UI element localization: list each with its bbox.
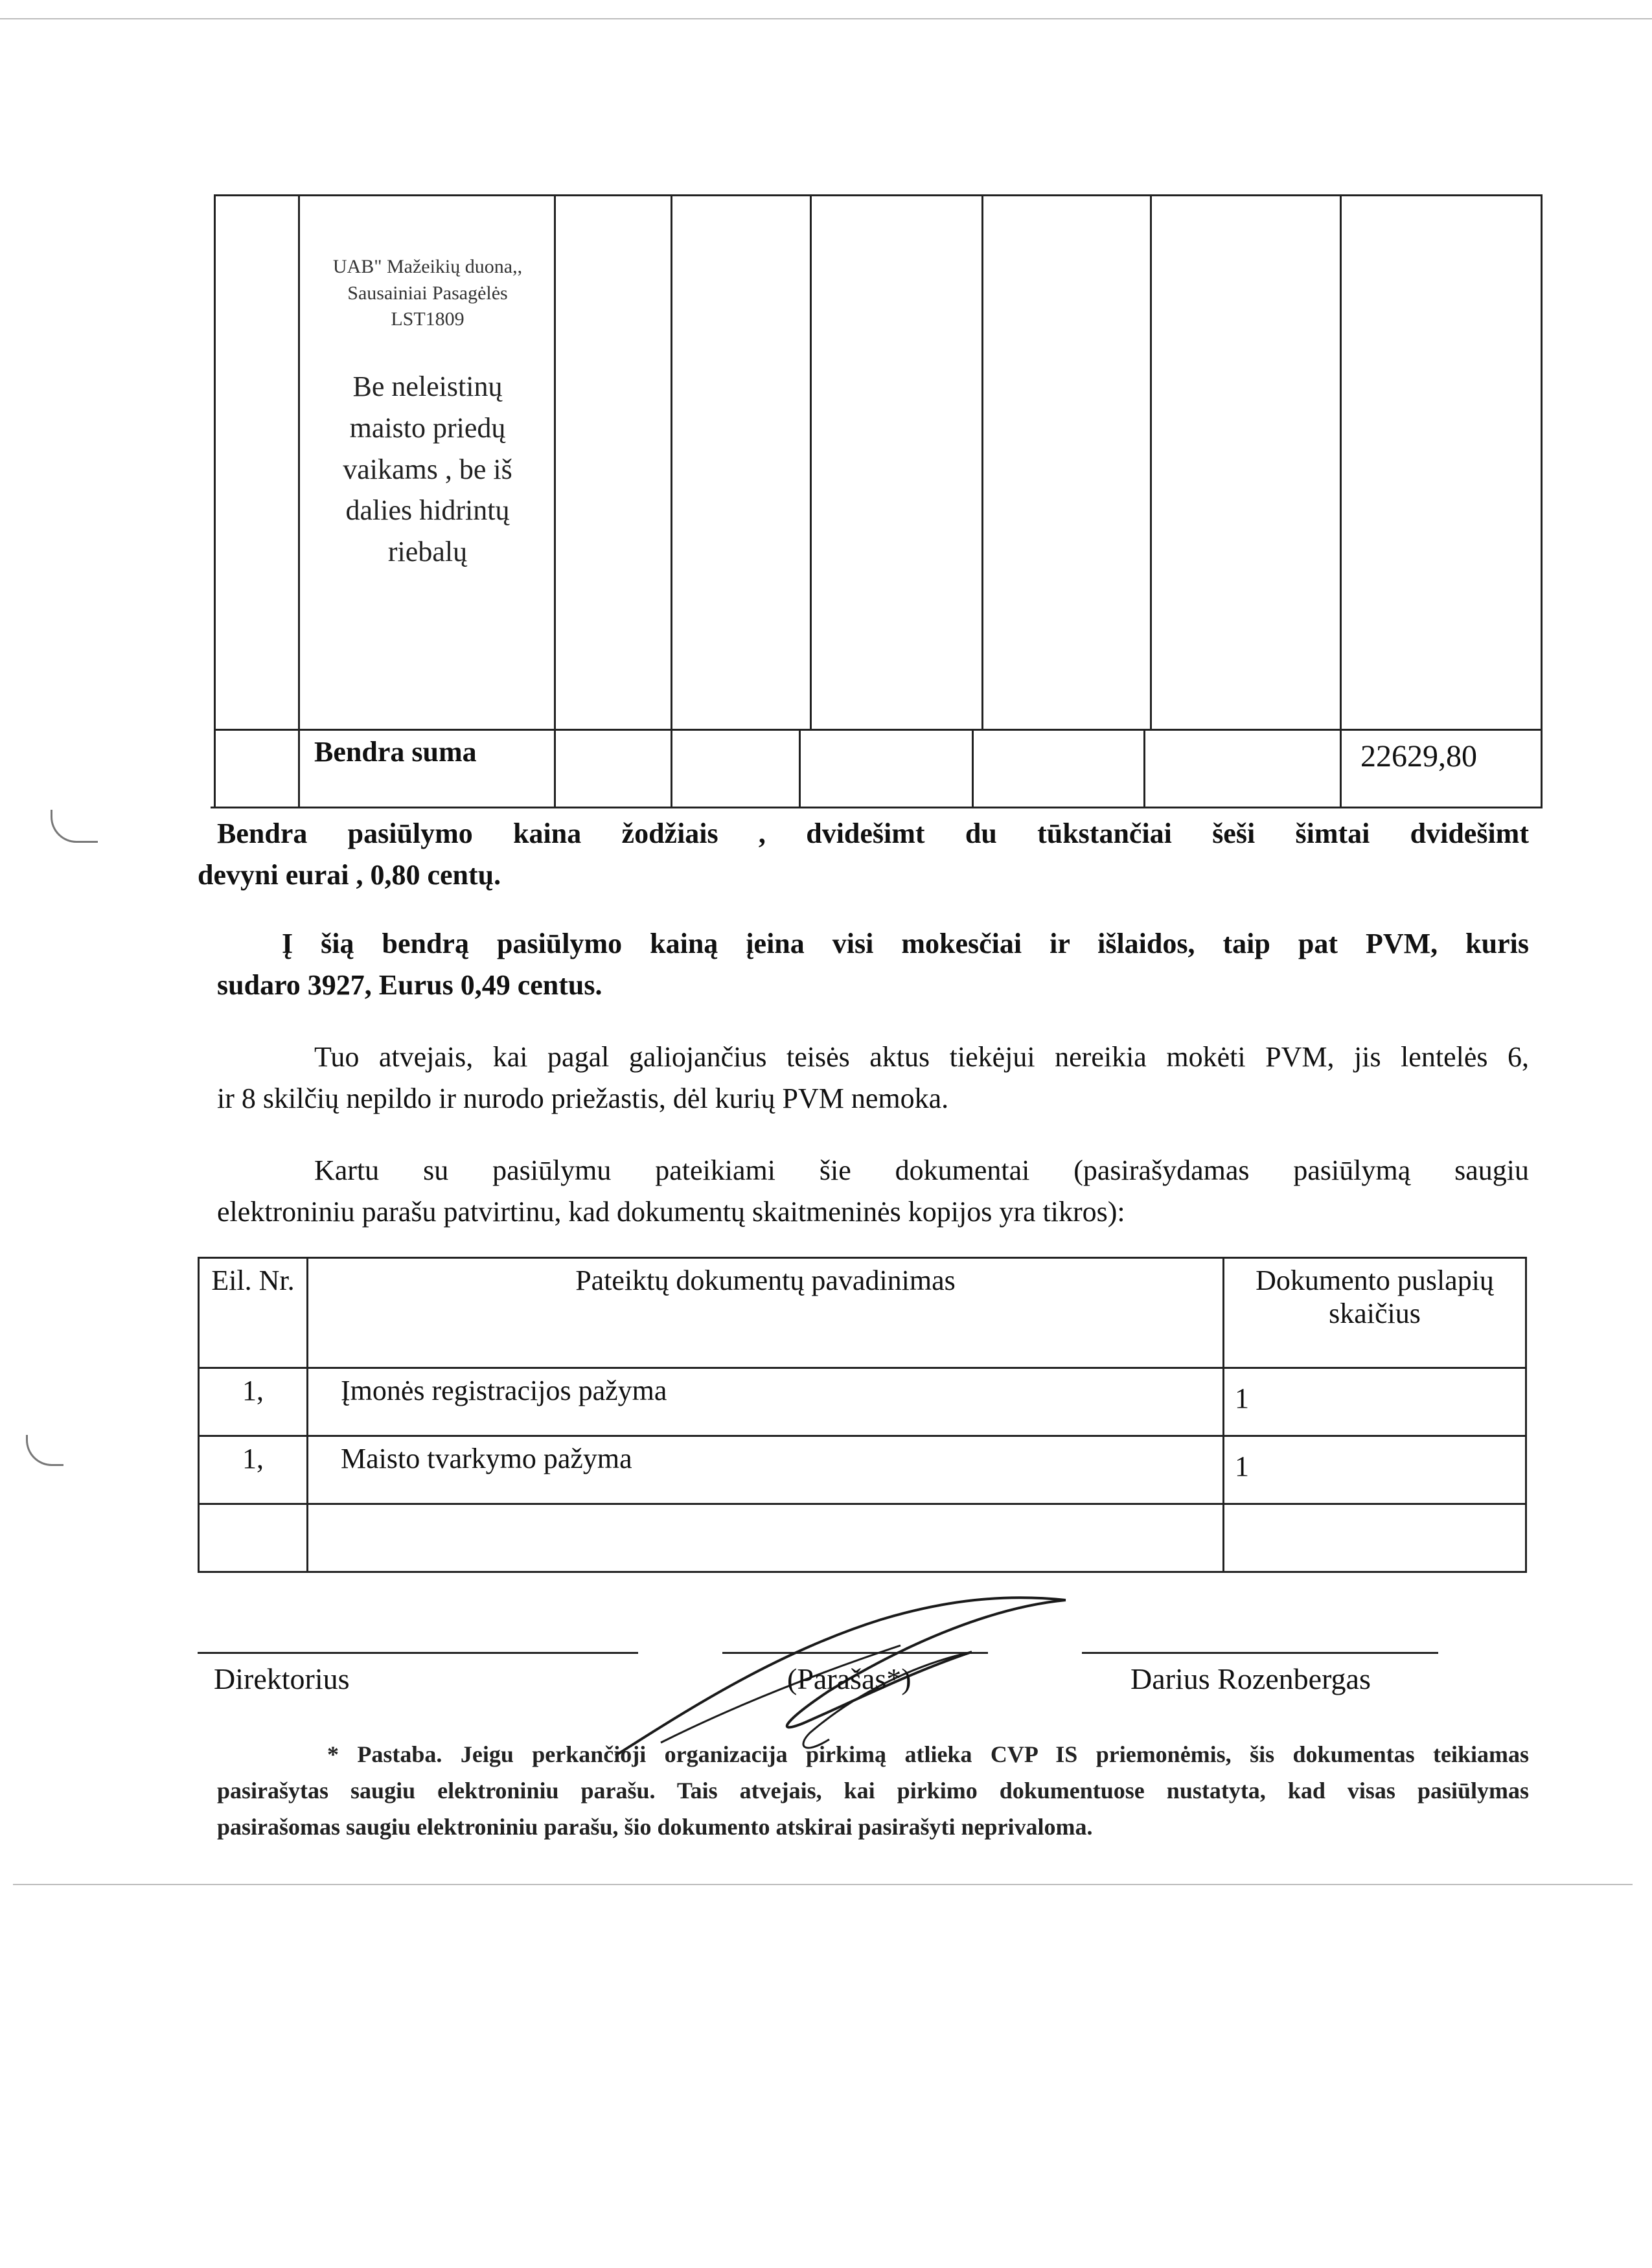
scan-top-edge — [0, 18, 1652, 19]
docs-intro-line: elektroniniu parašu patvirtinu, kad dokumentų skaitmeninės kopijos yra tikros): — [217, 1196, 1125, 1228]
row-pages: 1 — [1224, 1436, 1526, 1504]
product-table-col-line — [810, 194, 812, 729]
row-nr: 1, — [199, 1436, 308, 1504]
product-supplier: UAB" Mažeikių duona,, — [332, 256, 523, 277]
vat-line: Į šią bendrą pasiūlymo kainą įeina visi mokesčiai ir išlaidos, taip pat PVM, kuris — [282, 928, 1529, 959]
vat-line: sudaro 3927, Eurus 0,49 centus. — [217, 969, 602, 1001]
row-nr: 1, — [199, 1368, 308, 1436]
docs-intro-line: Kartu su pasiūlymu pateikiami šie dokumentai (pasirašydamas pasiūlymą saugiu — [314, 1154, 1529, 1186]
description-line: vaikams , be iš — [343, 453, 512, 485]
product-table-col-line — [1143, 729, 1145, 808]
table-row — [199, 1436, 1526, 1504]
row-doc-name: Įmonės registracijos pažyma — [308, 1368, 1224, 1436]
product-table-col-line — [972, 729, 974, 808]
no-vat-statement — [217, 1037, 1529, 1119]
product-table-col-line — [1340, 194, 1342, 808]
product-table-bottom-border — [211, 807, 1542, 808]
description-line: Be neleistinų — [352, 371, 503, 402]
no-vat-line: ir 8 skilčių nepildo ir nurodo priežastis, dėl kurių PVM nemoka. — [217, 1082, 949, 1114]
vat-statement — [217, 923, 1529, 1006]
product-table-col-line — [214, 194, 216, 808]
scan-edge-mark — [26, 1435, 63, 1466]
product-table-col-line — [554, 194, 556, 808]
row-pages: 1 — [1224, 1368, 1526, 1436]
scan-edge-mark — [51, 810, 98, 843]
table-row — [199, 1368, 1526, 1436]
footnote-line: * Pastaba. Jeigu perkančioji organizacija pirkimą atlieka CVP IS priemonėmis, šis dokumentas teikiamas — [327, 1741, 1529, 1767]
product-name: Sausainiai Pasagėlės — [347, 282, 508, 304]
total-label: Bendra suma — [314, 736, 477, 768]
description-line: maisto priedų — [349, 411, 506, 444]
price-words-line: devyni eurai , 0,80 centų. — [198, 859, 501, 891]
price-in-words — [198, 813, 1529, 896]
scan-bottom-edge — [13, 1884, 1633, 1885]
product-description — [304, 366, 551, 573]
product-table-col-line — [298, 194, 300, 808]
price-words-line: Bendra pasiūlymo kaina žodžiais , dvidešimt du tūkstančiai šeši šimtai dvidešimt — [217, 818, 1529, 849]
product-standard: LST1809 — [391, 308, 465, 330]
product-table-col-line — [981, 194, 983, 729]
row-pages — [1224, 1504, 1526, 1572]
product-table-col-line — [1150, 194, 1152, 729]
product-table-top-border — [214, 194, 1542, 196]
documents-table-header — [199, 1258, 1526, 1368]
product-name-cell — [304, 254, 551, 333]
row-doc-name: Maisto tvarkymo pažyma — [308, 1436, 1224, 1504]
header-nr: Eil. Nr. — [199, 1258, 308, 1368]
footnote-line: pasirašomas saugiu elektroniniu parašu, šio dokumento atskirai pasirašyti neprivaloma. — [217, 1814, 1093, 1840]
header-pages: Dokumento puslapių skaičius — [1224, 1258, 1526, 1368]
docs-intro — [217, 1150, 1529, 1233]
documents-table — [198, 1257, 1527, 1573]
name-signature-line — [1082, 1652, 1438, 1654]
product-table-col-line — [1541, 194, 1543, 808]
description-line: riebalų — [387, 536, 468, 568]
footnote-line: pasirašytas saugiu elektroniniu parašu. Tais atvejais, kai pirkimo dokumentuose nustatyta, kad visas pasiūlymas — [217, 1778, 1529, 1804]
header-doc-name: Pateiktų dokumentų pavadinimas — [308, 1258, 1224, 1368]
product-table-col-line — [799, 729, 801, 808]
description-line: dalies hidrintų — [345, 494, 510, 527]
name-label: Darius Rozenbergas — [1130, 1662, 1371, 1695]
footnote — [217, 1736, 1529, 1845]
product-table-col-line — [671, 194, 672, 808]
position-label: Direktorius — [214, 1662, 350, 1695]
product-table-row-divider — [214, 729, 1542, 731]
position-signature-line — [198, 1652, 638, 1654]
no-vat-line: Tuo atvejais, kai pagal galiojančius teisės aktus tiekėjui nereikia mokėti PVM, jis lentelės 6, — [314, 1041, 1529, 1073]
signature-label: (Parašas*) — [787, 1662, 912, 1695]
row-nr — [199, 1504, 308, 1572]
table-row — [199, 1504, 1526, 1572]
total-value: 22629,80 — [1360, 739, 1477, 773]
row-doc-name — [308, 1504, 1224, 1572]
